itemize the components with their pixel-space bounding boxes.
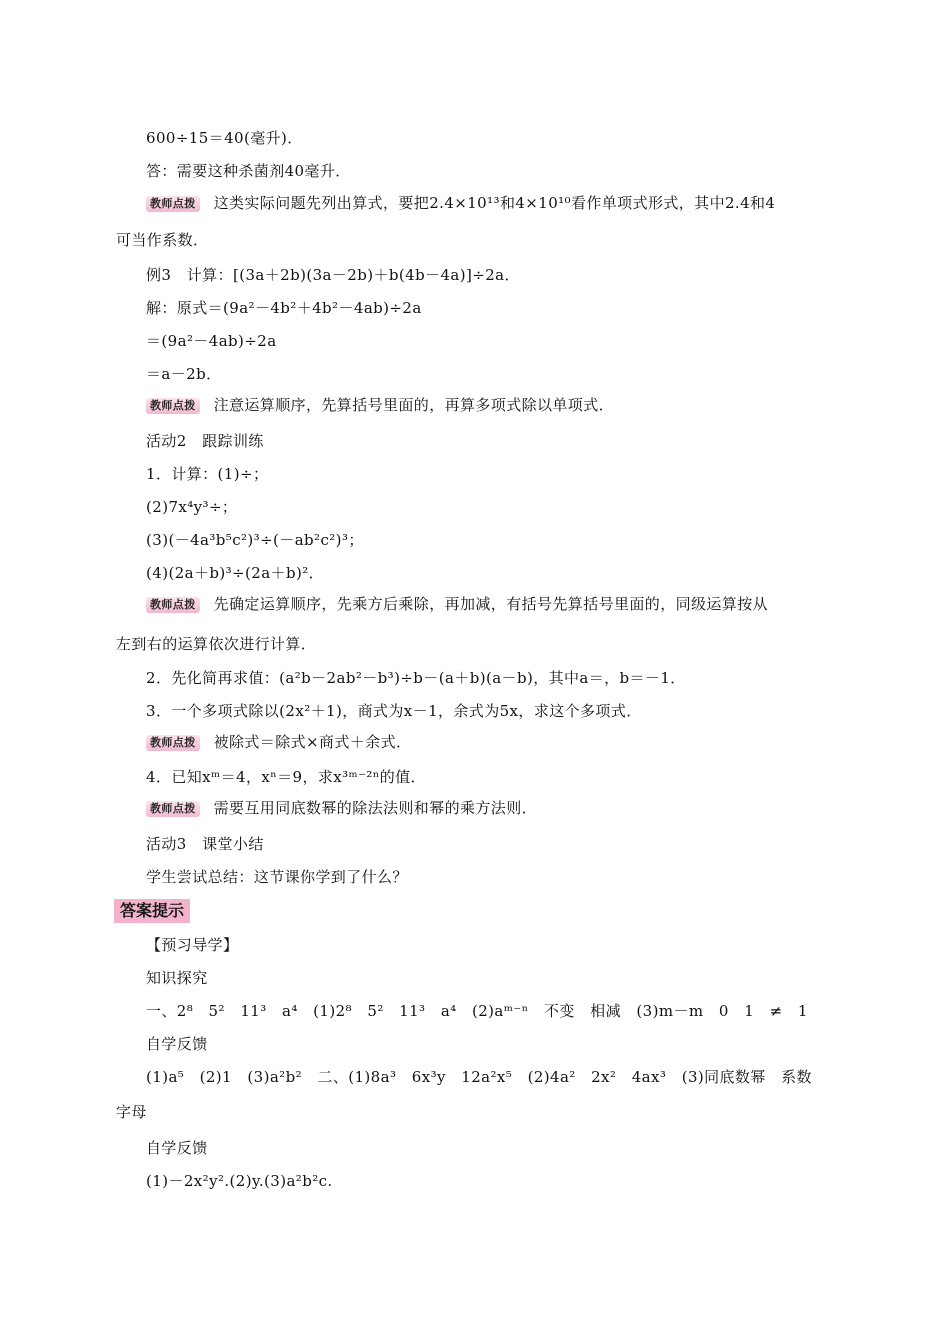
activity-title: 活动2 跟踪训练 [146, 432, 264, 450]
tip-text: 被除式＝除式×商式＋余式． [213, 733, 412, 751]
tip-text: 这类实际问题先列出算式，要把2.4×10¹³和4×10¹⁰看作单项式形式，其中2.4和4 [213, 194, 776, 212]
teacher-tip-badge: 教师点拨 [146, 801, 200, 817]
text-line: 1．计算：(1)÷； [146, 465, 269, 483]
text-line: 3．一个多项式除以(2x²＋1)，商式为x－1，余式为5x，求这个多项式． [146, 702, 642, 720]
text-line: 答：需要这种杀菌剂40毫升． [146, 162, 351, 180]
text-line: 2．先化简再求值：(a²b－2ab²－b³)÷b－(a＋b)(a－b)，其中a＝，b＝－1． [146, 669, 686, 687]
teacher-tip [146, 732, 411, 752]
section-heading: 答案提示 [114, 899, 190, 923]
text-line: (4)(2a＋b)³÷(2a＋b)²． [146, 564, 325, 582]
answer-line: (1)a⁵ (2)1 (3)a²b² 二、(1)8a³ 6x³y 12a²x⁵ (2)4a² 2x² 4ax³ (3)同底数幂 系数 [146, 1068, 812, 1086]
teacher-tip-badge: 教师点拨 [146, 735, 200, 751]
text-line: 自学反馈 [146, 1139, 208, 1157]
text-line: ＝(9a²－4ab)÷2a [146, 332, 277, 350]
text-line: 解：原式＝(9a²－4b²＋4b²－4ab)÷2a [146, 299, 422, 317]
text-line: 左到右的运算依次进行计算． [116, 635, 317, 653]
text-line: 可当作系数． [116, 231, 209, 249]
answer-line: 一、2⁸ 5² 11³ a⁴ (1)2⁸ 5² 11³ a⁴ (2)aᵐ⁻ⁿ 不变 相减 (3)m－m 0 1 ≠ 1 [146, 1002, 808, 1020]
subsection-title: 【预习导学】 [146, 936, 239, 954]
teacher-tip [146, 395, 614, 415]
teacher-tip [146, 193, 775, 213]
text-line: 600÷15＝40(毫升)． [146, 129, 303, 147]
activity-title: 活动3 课堂小结 [146, 835, 264, 853]
tip-text: 注意运算顺序，先算括号里面的，再算多项式除以单项式． [213, 396, 615, 414]
tip-text: 需要互用同底数幂的除法法则和幂的乘方法则． [213, 799, 538, 817]
text-line: ＝a－2b． [146, 365, 222, 383]
tip-text: 先确定运算顺序，先乘方后乘除，再加减，有括号先算括号里面的，同级运算按从 [213, 595, 769, 613]
text-line: 字母 [116, 1103, 147, 1121]
text-line: 知识探究 [146, 969, 208, 987]
teacher-tip-badge: 教师点拨 [146, 398, 200, 414]
teacher-tip-badge: 教师点拨 [146, 196, 200, 212]
example-title: 例3 计算：[(3a＋2b)(3a－2b)＋b(4b－4a)]÷2a． [146, 266, 520, 284]
teacher-tip [146, 798, 537, 818]
text-line: (2)7x⁴y³÷； [146, 498, 238, 516]
answer-line: (1)－2x²y².(2)y.(3)a²b²c. [146, 1172, 333, 1190]
text-line: 学生尝试总结：这节课你学到了什么？ [146, 868, 408, 886]
text-line: 4．已知xᵐ＝4，xⁿ＝9，求x³ᵐ⁻²ⁿ的值． [146, 768, 426, 786]
teacher-tip [146, 594, 768, 614]
text-line: 自学反馈 [146, 1035, 208, 1053]
text-line: (3)(－4a³b⁵c²)³÷(－ab²c²)³； [146, 531, 364, 549]
teacher-tip-badge: 教师点拨 [146, 597, 200, 613]
